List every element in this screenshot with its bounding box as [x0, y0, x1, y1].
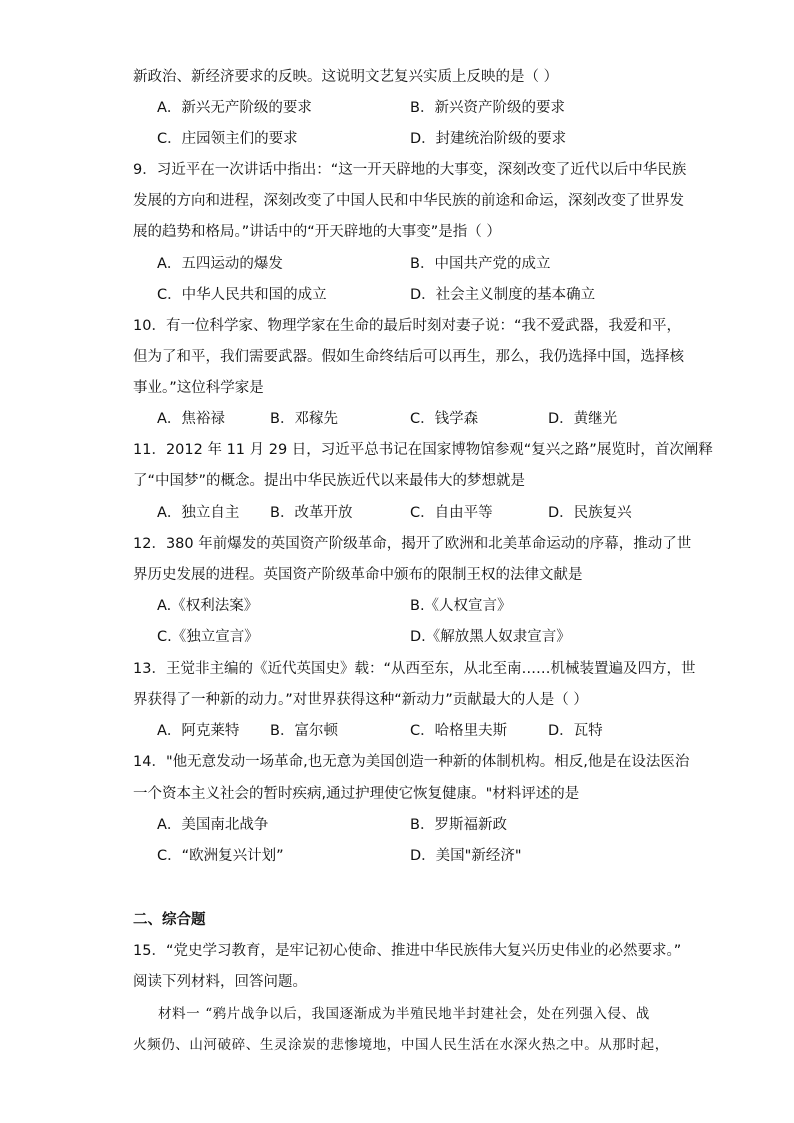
- q12-option-a: A.《权利法案》: [157, 598, 259, 614]
- q11-stem-line-2: 了“中国梦”的概念。提出中华民族近代以来最伟大的梦想就是: [133, 473, 526, 489]
- q14-stem-line-1: 14．"他无意发动一场革命,也无意为美国创造一种新的体制机构。相反,他是在设法医治: [133, 754, 690, 770]
- q9-stem-line-3: 展的趋势和格局。”讲话中的“开天辟地的大事变”是指（ ）: [133, 224, 501, 240]
- q13-stem-line-2: 界获得了一种新的动力。”对世界获得这种“新动力”贡献最大的人是（ ）: [133, 692, 588, 708]
- q15-stem-line-2: 阅读下列材料，回答问题。: [133, 974, 307, 990]
- q10-option-a: A．焦裕禄: [157, 411, 225, 427]
- q10-option-d: D．黄继光: [548, 411, 618, 427]
- q13-option-b: B．富尔顿: [270, 723, 338, 739]
- q10-stem-line-3: 事业。”这位科学家是: [133, 380, 264, 396]
- q8-option-b: B．新兴资产阶级的要求: [410, 100, 565, 116]
- q15-stem-line-1: 15．“党史学习教育，是牢记初心使命、推进中华民族伟大复兴历史伟业的必然要求。”: [133, 943, 682, 959]
- q14-option-d: D．美国"新经济": [410, 848, 522, 864]
- q9-stem-line-2: 发展的方向和进程，深刻改变了中国人民和中华民族的前途和命运，深刻改变了世界发: [133, 193, 684, 209]
- q11-option-c: C．自由平等: [410, 505, 493, 521]
- q12-stem-line-2: 界历史发展的进程。英国资产阶级革命中颁布的限制王权的法律文献是: [133, 567, 583, 583]
- q13-option-c: C．哈格里夫斯: [410, 723, 508, 739]
- q9-option-d: D．社会主义制度的基本确立: [410, 287, 596, 303]
- q12-option-c: C.《独立宣言》: [157, 629, 259, 645]
- section-heading: 二、综合题: [133, 912, 206, 928]
- q8-option-d: D．封建统治阶级的要求: [410, 131, 567, 147]
- q9-option-a: A．五四运动的爆发: [157, 256, 283, 272]
- q13-stem-line-1: 13．王觉非主编的《近代英国史》载：“从西至东，从北至南……机械装置遍及四方，世: [133, 661, 696, 677]
- q8-option-a: A．新兴无产阶级的要求: [157, 100, 312, 116]
- q12-option-b: B.《人权宣言》: [410, 598, 512, 614]
- q11-stem-line-1: 11．2012 年 11 月 29 日，习近平总书记在国家博物馆参观“复兴之路”展览时，首次阐释: [133, 442, 713, 458]
- q15-material-line-2: 火频仍、山河破碎、生灵涂炭的悲惨境地，中国人民生活在水深火热之中。从那时起，: [133, 1037, 669, 1053]
- q14-option-b: B．罗斯福新政: [410, 817, 507, 833]
- q12-stem-line-1: 12．380 年前爆发的英国资产阶级革命，揭开了欧洲和北美革命运动的序幕，推动了世: [133, 536, 692, 552]
- q14-stem-line-2: 一个资本主义社会的暂时疾病,通过护理使它恢复健康。"材料评述的是: [133, 786, 580, 802]
- q14-option-a: A．美国南北战争: [157, 817, 269, 833]
- q11-option-a: A．独立自主: [157, 505, 240, 521]
- q9-stem-line-1: 9．习近平在一次讲话中指出：“这一开天辟地的大事变，深刻改变了近代以后中华民族: [133, 162, 687, 178]
- q8-stem: 新政治、新经济要求的反映。这说明文艺复兴实质上反映的是（ ）: [133, 69, 559, 85]
- q10-option-b: B．邓稼先: [270, 411, 338, 427]
- q14-option-c: C．“欧洲复兴计划”: [157, 848, 284, 864]
- q10-stem-line-2: 但为了和平，我们需要武器。假如生命终结后可以再生，那么，我仍选择中国，选择核: [133, 349, 684, 365]
- q13-option-a: A．阿克莱特: [157, 723, 240, 739]
- q12-option-d: D.《解放黑人奴隶宣言》: [410, 629, 571, 645]
- q10-stem-line-1: 10．有一位科学家、物理学家在生命的最后时刻对妻子说：“我不爱武器，我爱和平，: [133, 318, 681, 334]
- q13-option-d: D．瓦特: [548, 723, 603, 739]
- q11-option-b: B．改革开放: [270, 505, 353, 521]
- q9-option-b: B．中国共产党的成立: [410, 256, 551, 272]
- q10-option-c: C．钱学森: [410, 411, 479, 427]
- q9-option-c: C．中华人民共和国的成立: [157, 287, 327, 303]
- q11-option-d: D．民族复兴: [548, 505, 632, 521]
- q8-option-c: C．庄园领主们的要求: [157, 131, 298, 147]
- q15-material-line-1: 材料一 “鸦片战争以后，我国逐渐成为半殖民地半封建社会，处在列强入侵、战: [158, 1006, 650, 1022]
